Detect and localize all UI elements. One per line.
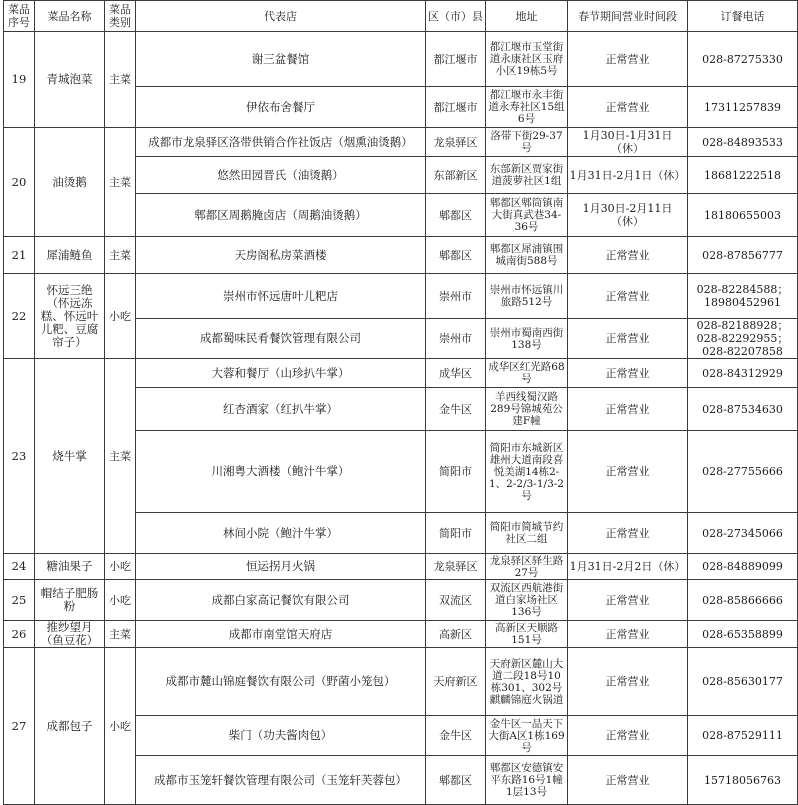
store-phone: 028-84889099	[688, 554, 798, 580]
dish-category: 主菜	[105, 621, 136, 648]
store-name: 林间小院（鲍汁牛掌）	[136, 513, 426, 554]
store-name: 伊依布舍餐厅	[136, 87, 426, 128]
store-district: 天府新区	[426, 648, 486, 716]
dish-number: 20	[4, 128, 35, 237]
store-hours: 1月30日-1月31日（休）	[568, 128, 688, 157]
store-district: 郫都区	[426, 237, 486, 274]
store-name: 成都蜀味民肴餐饮管理有限公司	[136, 319, 426, 359]
store-hours: 正常营业	[568, 32, 688, 87]
header-cell-dish: 菜品名称	[35, 1, 105, 32]
store-phone: 028-27755666	[688, 431, 798, 513]
store-name: 恒运拐月火锅	[136, 554, 426, 580]
table-row	[4, 128, 798, 157]
store-address: 简阳市东城新区雄州大道南段喜悦美湖14栋2-1、2-2/3-1/3-2号	[486, 431, 568, 513]
header-cell-hours: 春节期间营业时间段	[568, 1, 688, 32]
store-name: 成都市麓山锦庭餐饮有限公司（野菌小笼包）	[136, 648, 426, 716]
header-cell-address: 地址	[486, 1, 568, 32]
table-row	[4, 554, 798, 580]
dish-name: 推纱望月（鱼豆花）	[35, 621, 105, 648]
header-cell-district: 区（市）县	[426, 1, 486, 32]
store-phone: 15718056763	[688, 756, 798, 805]
store-address: 金牛区一品天下大街A区1栋169号	[486, 716, 568, 756]
store-district: 都江堰市	[426, 87, 486, 128]
dish-category: 主菜	[105, 359, 136, 554]
store-phone: 028-87856777	[688, 237, 798, 274]
store-name: 郫都区周鹅腌卤店（周鹅油烫鹅）	[136, 194, 426, 237]
header-row	[4, 1, 798, 32]
store-name: 悠然田园晋氏（油烫鹅）	[136, 157, 426, 194]
store-hours: 1月31日-2月2日（休）	[568, 554, 688, 580]
header-cell-category: 菜品类别	[105, 1, 136, 32]
dish-name: 油烫鹅	[35, 128, 105, 237]
header-cell-number: 菜品序号	[4, 1, 35, 32]
store-hours: 正常营业	[568, 388, 688, 431]
table-row	[4, 580, 798, 621]
dish-name: 怀远三绝（怀远冻糕、怀远叶儿粑、豆腐帘子）	[35, 274, 105, 359]
store-address: 崇州市怀远镇川旅路512号	[486, 274, 568, 319]
store-district: 东部新区	[426, 157, 486, 194]
store-hours: 正常营业	[568, 621, 688, 648]
store-phone: 028-27345066	[688, 513, 798, 554]
store-hours: 正常营业	[568, 274, 688, 319]
store-name: 谢三盆餐馆	[136, 32, 426, 87]
store-address: 羊西线蜀汉路289号锦城苑公建F幢	[486, 388, 568, 431]
store-address: 崇州市蜀南西街138号	[486, 319, 568, 359]
store-name: 成都白家高记餐饮有限公司	[136, 580, 426, 621]
store-district: 崇州市	[426, 274, 486, 319]
store-name: 成都市玉笼轩餐饮管理有限公司（玉笼轩芙蓉包）	[136, 756, 426, 805]
store-district: 简阳市	[426, 513, 486, 554]
dish-category: 小吃	[105, 648, 136, 805]
store-phone: 18681222518	[688, 157, 798, 194]
store-name: 大蓉和餐厅（山珍扒牛掌）	[136, 359, 426, 388]
store-name: 成都市龙泉驿区洛带供销合作社饭店（烟熏油烫鹅）	[136, 128, 426, 157]
store-address: 郫都区安德镇安平东路16号1幢1层13号	[486, 756, 568, 805]
restaurant-list-document	[3, 0, 789, 798]
store-phone: 028-85630177	[688, 648, 798, 716]
dish-name: 帽结子肥肠粉	[35, 580, 105, 621]
store-hours: 正常营业	[568, 513, 688, 554]
store-address: 郫都区犀浦镇围城南街588号	[486, 237, 568, 274]
store-phone: 028-87275330	[688, 32, 798, 87]
dish-number: 26	[4, 621, 35, 648]
dish-category: 主菜	[105, 128, 136, 237]
store-address: 双流区西航港街道白家场社区136号	[486, 580, 568, 621]
dish-name: 烧牛掌	[35, 359, 105, 554]
store-district: 龙泉驿区	[426, 554, 486, 580]
table-row	[4, 648, 798, 716]
dish-number: 24	[4, 554, 35, 580]
store-district: 双流区	[426, 580, 486, 621]
store-phone: 028-87529111	[688, 716, 798, 756]
store-name: 红杏酒家（红扒牛掌）	[136, 388, 426, 431]
store-address: 洛带下街29-37号	[486, 128, 568, 157]
store-address: 东部新区贾家街道菠萝社区1组	[486, 157, 568, 194]
store-phone: 028-84893533	[688, 128, 798, 157]
table-row	[4, 274, 798, 319]
store-hours: 正常营业	[568, 237, 688, 274]
dish-category: 小吃	[105, 580, 136, 621]
dish-number: 27	[4, 648, 35, 805]
store-phone: 028-85866666	[688, 580, 798, 621]
store-district: 崇州市	[426, 319, 486, 359]
dish-number: 21	[4, 237, 35, 274]
store-address: 龙泉驿区驿生路27号	[486, 554, 568, 580]
store-hours: 正常营业	[568, 359, 688, 388]
dish-category: 主菜	[105, 237, 136, 274]
store-hours: 正常营业	[568, 319, 688, 359]
store-phone: 028-87534630	[688, 388, 798, 431]
header-cell-phone: 订餐电话	[688, 1, 798, 32]
store-district: 高新区	[426, 621, 486, 648]
dish-category: 小吃	[105, 554, 136, 580]
store-hours: 正常营业	[568, 580, 688, 621]
dish-number: 19	[4, 32, 35, 128]
store-district: 简阳市	[426, 431, 486, 513]
store-address: 郫都区郫筒镇南大街真武巷34-36号	[486, 194, 568, 237]
store-district: 金牛区	[426, 716, 486, 756]
store-address: 都江堰市永丰街道永寿社区15组6号	[486, 87, 568, 128]
store-hours: 正常营业	[568, 716, 688, 756]
store-address: 天府新区麓山大道二段18号10栋301、302号麒麟锦庭火锅道	[486, 648, 568, 716]
store-phone: 17311257839	[688, 87, 798, 128]
store-district: 龙泉驿区	[426, 128, 486, 157]
dish-name: 成都包子	[35, 648, 105, 805]
store-hours: 正常营业	[568, 756, 688, 805]
store-hours: 1月31日-2月1日（休）	[568, 157, 688, 194]
store-phone: 028-84312929	[688, 359, 798, 388]
dish-name: 青城泡菜	[35, 32, 105, 128]
store-name: 天房阁私房菜酒楼	[136, 237, 426, 274]
store-hours: 正常营业	[568, 431, 688, 513]
store-phone: 18180655003	[688, 194, 798, 237]
header-cell-store: 代表店	[136, 1, 426, 32]
store-district: 成华区	[426, 359, 486, 388]
store-address: 简阳市简城节约社区二组	[486, 513, 568, 554]
store-hours: 1月30日-2月11日（休）	[568, 194, 688, 237]
store-name: 成都市南堂馆天府店	[136, 621, 426, 648]
dish-category: 小吃	[105, 274, 136, 359]
store-name: 川湘粤大酒楼（鲍汁牛掌）	[136, 431, 426, 513]
store-district: 金牛区	[426, 388, 486, 431]
store-district: 郫都区	[426, 194, 486, 237]
table-row	[4, 359, 798, 388]
dish-category: 主菜	[105, 32, 136, 128]
dish-name: 犀浦鲢鱼	[35, 237, 105, 274]
table-row	[4, 237, 798, 274]
store-hours: 正常营业	[568, 648, 688, 716]
dish-number: 22	[4, 274, 35, 359]
table-row	[4, 32, 798, 87]
dish-name: 糖油果子	[35, 554, 105, 580]
dish-number: 25	[4, 580, 35, 621]
table-row	[4, 621, 798, 648]
restaurant-table	[3, 0, 798, 805]
store-name: 柴门（功夫酱肉包）	[136, 716, 426, 756]
store-phone: 028-65358899	[688, 621, 798, 648]
store-district: 郫都区	[426, 756, 486, 805]
store-address: 高新区天顺路151号	[486, 621, 568, 648]
store-phone: 028-82284588；18980452961	[688, 274, 798, 319]
store-name: 崇州市怀远唐叶儿粑店	[136, 274, 426, 319]
store-address: 成华区红光路68号	[486, 359, 568, 388]
store-phone: 028-82188928；028-82292955；028-82207858	[688, 319, 798, 359]
store-address: 都江堰市玉堂街道永康社区玉府小区19栋5号	[486, 32, 568, 87]
store-district: 都江堰市	[426, 32, 486, 87]
dish-number: 23	[4, 359, 35, 554]
store-hours: 正常营业	[568, 87, 688, 128]
